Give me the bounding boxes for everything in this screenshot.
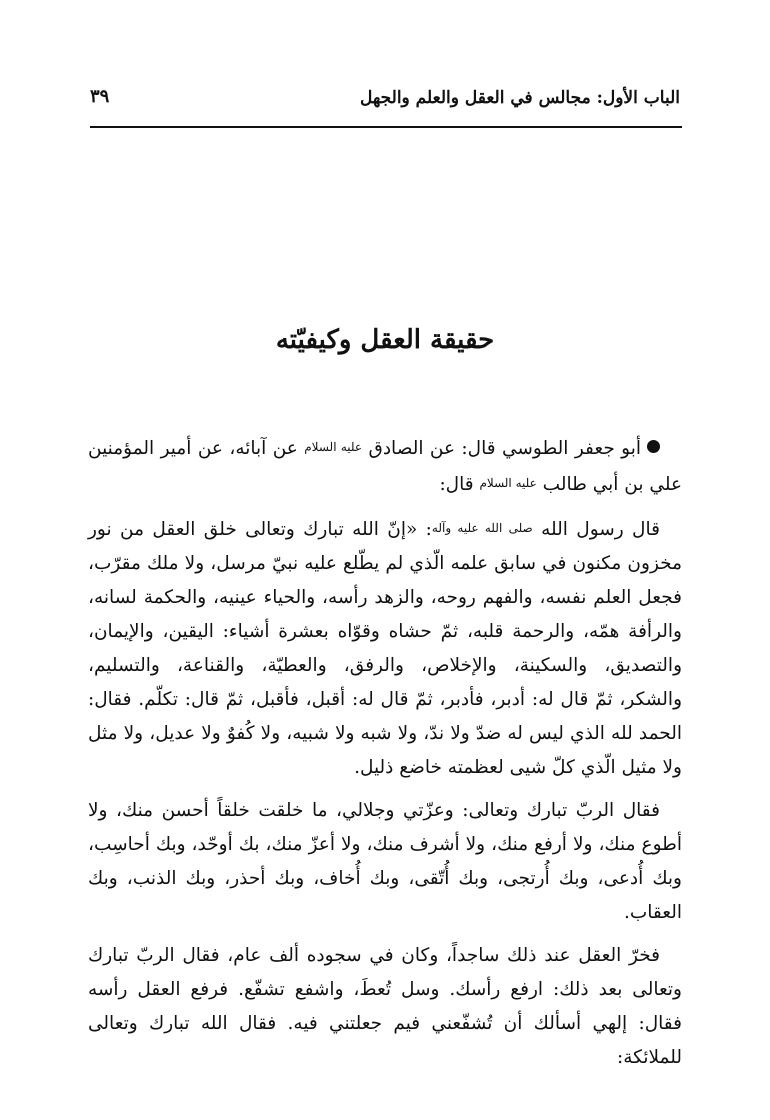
text-segment: عن آبائه، عن أمير المؤمنين علي بن أبي طالب [88,438,682,495]
text-segment: فقال الربّ تبارك وتعالى: وعزّتي وجلالي، ما خلقت خلقاً أحسن منك، ولا أطوع منك، ولا أرفع منك، ولا أشرف منك، ولا أعزّ منك، بك أوحّد، وبك أحاسِب، وبك أُدعى، وبك أُرتجى، وبك أُتّقى، وبك أُخاف، وبك أحذر، وبك الذنب، وبك العقاب. [88,800,682,923]
running-header [90,88,680,118]
chapter-running-title: الباب الأول: مجالس في العقل والعلم والجهل [359,88,680,108]
text-segment: أبو جعفر الطوسي قال: عن الصادق [362,438,641,459]
paragraph-hadith-main [88,511,682,785]
body-text [88,430,682,1084]
page-number: ٣٩ [90,86,110,107]
paragraph-chain-of-narration [88,430,682,502]
paragraph-lord-speech [88,794,682,930]
section-title: حقيقة العقل وكيفيّته [275,325,495,355]
honorific-symbol: صلى الله عليه وآله [431,521,533,535]
bullet-icon [647,440,660,453]
text-segment: قال رسول الله [532,519,660,540]
header-rule [90,126,682,128]
text-segment: : «إنّ الله تبارك وتعالى خلق العقل من نور مخزون مكنون في سابق علمه الّذي لم يطّلع عليه نبيّ مرسل، ولا ملك مقرّب، فجعل العلم نفسه، والفهم روحه، والزهد رأسه، والحياء عينيه، والحكمة لسانه، والرأفة همّه، والرحمة قلبه، ثمّ حشاه وقوّاه بعشرة أشياء: اليقين، والإيمان، والتصديق، والسكينة، والإخلاص، والرفق، والعطيّة، والقناعة، والتسليم، والشكر، ثمّ قال له: أدبر، فأدبر، ثمّ قال له: أقبل، فأقبل، ثمّ قال: تكلّم. فقال: الحمد لله الذي ليس له ضدّ ولا ندّ، ولا شبه ولا شبيه، ولا كُفوٌ ولا عديل، ولا مثل ولا مثيل الّذي كلّ شيى لعظمته خاضع ذليل. [88,519,682,778]
honorific-symbol: عليه السلام [304,440,363,454]
paragraph-prostration [88,939,682,1075]
text-segment: فخرّ العقل عند ذلك ساجداً، وكان في سجوده ألف عام، فقال الربّ تبارك وتعالى بعد ذلك: ارفع رأسك. وسل تُعطَ، واشفع تشفّع. فرفع العقل رأسه فقال: إلهي أسألك أن تُشفّعني فيم جعلتني فيه. فقال الله تبارك وتعالى للملائكة: [88,945,682,1068]
text-segment: قال: [439,474,480,495]
honorific-symbol: عليه السلام [479,476,537,490]
